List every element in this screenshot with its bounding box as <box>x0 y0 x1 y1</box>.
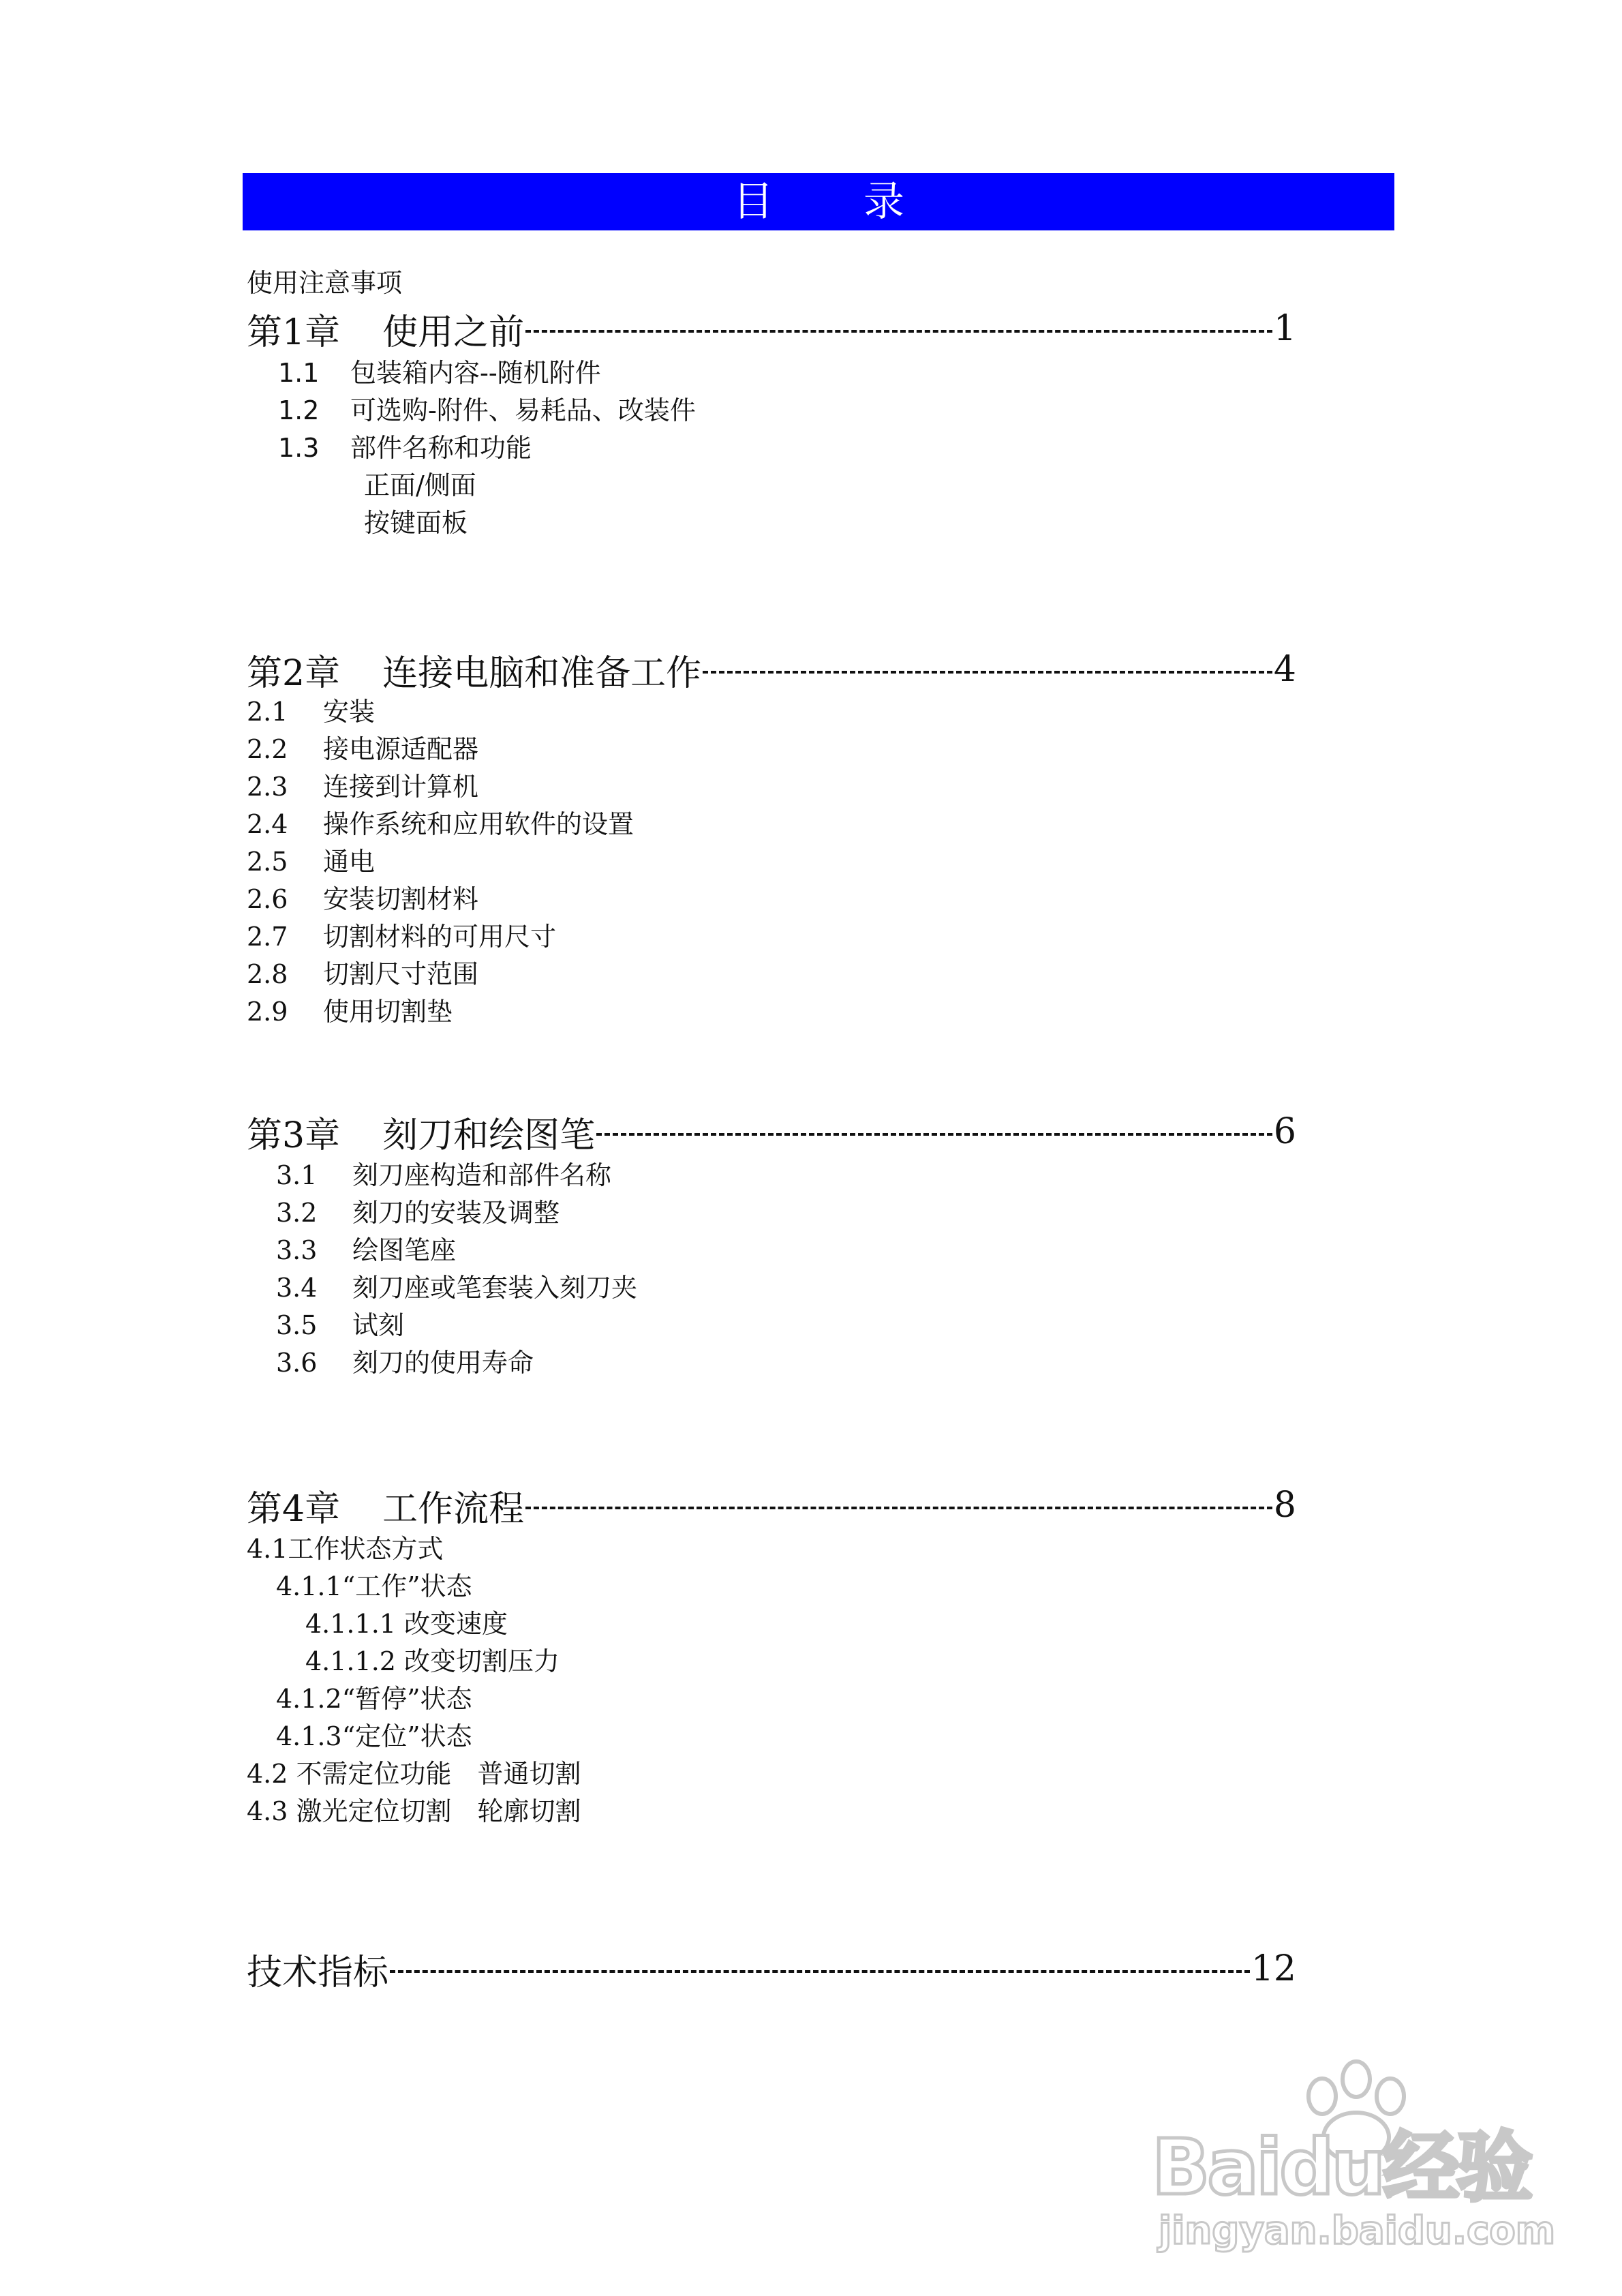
toc-item: 4.1.2“暂停”状态 <box>276 1684 472 1714</box>
toc-item <box>247 736 478 762</box>
toc-item-number: 2.2 <box>247 734 288 764</box>
toc-item: 4.3 激光定位切割 轮廓切割 <box>247 1796 581 1826</box>
chapter-label: 第4章 <box>247 1488 341 1526</box>
toc-item <box>247 811 634 837</box>
toc-item-text: 安装 <box>323 697 376 727</box>
chapter-label: 第1章 <box>247 312 341 349</box>
toc-item-number: 2.4 <box>247 809 288 839</box>
toc-item-text: 刻刀的使用寿命 <box>352 1348 534 1378</box>
chapter-title: 工作流程 <box>382 1488 525 1526</box>
toc-item-number: 2.7 <box>247 922 288 952</box>
chapter-page-number: 4 <box>1273 649 1296 690</box>
dot-leader <box>525 1490 1272 1520</box>
toc-item <box>276 1162 611 1188</box>
toc-item <box>247 999 453 1025</box>
toc-title: 目录 <box>733 178 994 226</box>
toc-item: 4.1工作状态方式 <box>247 1534 444 1564</box>
toc-item-text: 可选购-附件、易耗品、改装件 <box>350 395 696 425</box>
toc-item-text: 绘图笔座 <box>352 1235 457 1265</box>
toc-item: 4.1.1.1 改变速度 <box>305 1609 508 1639</box>
toc-item-text: 使用切割垫 <box>323 997 453 1027</box>
toc-item <box>276 1275 637 1301</box>
chapter-title: 技术指标 <box>247 1952 389 1989</box>
toc-item-text: 刻刀座构造和部件名称 <box>352 1160 612 1190</box>
toc-item-number: 3.5 <box>276 1310 318 1340</box>
toc-item-number: 1.3 <box>278 433 320 463</box>
toc-item-text: 切割尺寸范围 <box>323 959 479 989</box>
toc-item <box>278 397 696 423</box>
toc-item-text: 操作系统和应用软件的设置 <box>323 809 634 839</box>
chapter-label: 第3章 <box>247 1115 341 1152</box>
chapter-label: 第2章 <box>247 652 341 690</box>
toc-item-number: 2.6 <box>247 884 288 914</box>
toc-item-text: 刻刀座或笔套装入刻刀夹 <box>352 1273 638 1303</box>
dot-leader <box>596 1117 1272 1147</box>
toc-item <box>276 1350 534 1376</box>
dot-leader <box>525 314 1272 344</box>
toc-item <box>278 435 532 461</box>
toc-item-text: 安装切割材料 <box>323 884 479 914</box>
toc-item <box>276 1200 560 1226</box>
toc-item-text: 通电 <box>323 847 376 877</box>
tech-specs-heading <box>247 1948 1296 1989</box>
chapter-2-heading <box>247 649 1296 690</box>
chapter-page-number: 12 <box>1251 1948 1296 1989</box>
toc-item-number: 2.9 <box>247 997 288 1027</box>
toc-item-text: 连接到计算机 <box>323 772 479 802</box>
toc-item <box>276 1237 456 1263</box>
toc-item <box>247 961 478 987</box>
chapter-title: 连接电脑和准备工作 <box>382 652 702 690</box>
toc-item-number: 2.8 <box>247 959 288 989</box>
toc-item-text: 刻刀的安装及调整 <box>352 1198 560 1228</box>
toc-item-number: 2.1 <box>247 697 288 727</box>
dot-leader <box>390 1954 1250 1984</box>
toc-item-text: 试刻 <box>352 1310 405 1340</box>
baidu-watermark <box>1152 2059 1556 2256</box>
toc-item-number: 2.3 <box>247 772 288 802</box>
toc-title-bar <box>243 173 1394 230</box>
toc-item-text: 切割材料的可用尺寸 <box>323 922 557 952</box>
toc-item <box>278 360 601 386</box>
toc-item-text: 部件名称和功能 <box>350 433 532 463</box>
chapter-4-heading <box>247 1485 1296 1526</box>
chapter-3-heading <box>247 1111 1296 1152</box>
toc-item-number: 2.5 <box>247 847 288 877</box>
toc-subitem: 按键面板 <box>364 508 468 538</box>
chapter-1-heading <box>247 308 1296 349</box>
toc-item <box>247 849 375 875</box>
chapter-page-number: 8 <box>1273 1485 1296 1526</box>
toc-item-number: 3.1 <box>276 1160 318 1190</box>
toc-item-number: 3.6 <box>276 1348 318 1378</box>
intro-item: 使用注意事项 <box>247 268 403 298</box>
watermark-url: jingyan.baidu.com <box>1159 2209 1556 2253</box>
toc-item-text: 接电源适配器 <box>323 734 479 764</box>
toc-item <box>247 886 478 912</box>
chapter-title: 刻刀和绘图笔 <box>382 1115 596 1152</box>
toc-item-number: 3.3 <box>276 1235 318 1265</box>
toc-item <box>276 1312 404 1338</box>
chapter-page-number: 1 <box>1273 308 1296 349</box>
toc-subitem: 正面/侧面 <box>364 470 476 500</box>
toc-item: 4.2 不需定位功能 普通切割 <box>247 1759 581 1789</box>
toc-item-number: 1.1 <box>278 358 320 388</box>
chapter-page-number: 6 <box>1273 1111 1296 1152</box>
watermark-logo: Baidu经验 <box>1152 2124 1531 2212</box>
toc-item <box>247 699 375 725</box>
toc-item: 4.1.1“工作”状态 <box>276 1571 472 1601</box>
toc-item-number: 1.2 <box>278 395 320 425</box>
toc-item-text: 包装箱内容--随机附件 <box>350 358 601 388</box>
toc-item: 4.1.1.2 改变切割压力 <box>305 1646 560 1676</box>
toc-item <box>247 774 478 800</box>
toc-item: 4.1.3“定位”状态 <box>276 1721 472 1751</box>
toc-item-number: 3.2 <box>276 1198 318 1228</box>
dot-leader <box>703 654 1272 684</box>
toc-item-number: 3.4 <box>276 1273 318 1303</box>
chapter-title: 使用之前 <box>382 312 525 349</box>
toc-item <box>247 924 556 950</box>
